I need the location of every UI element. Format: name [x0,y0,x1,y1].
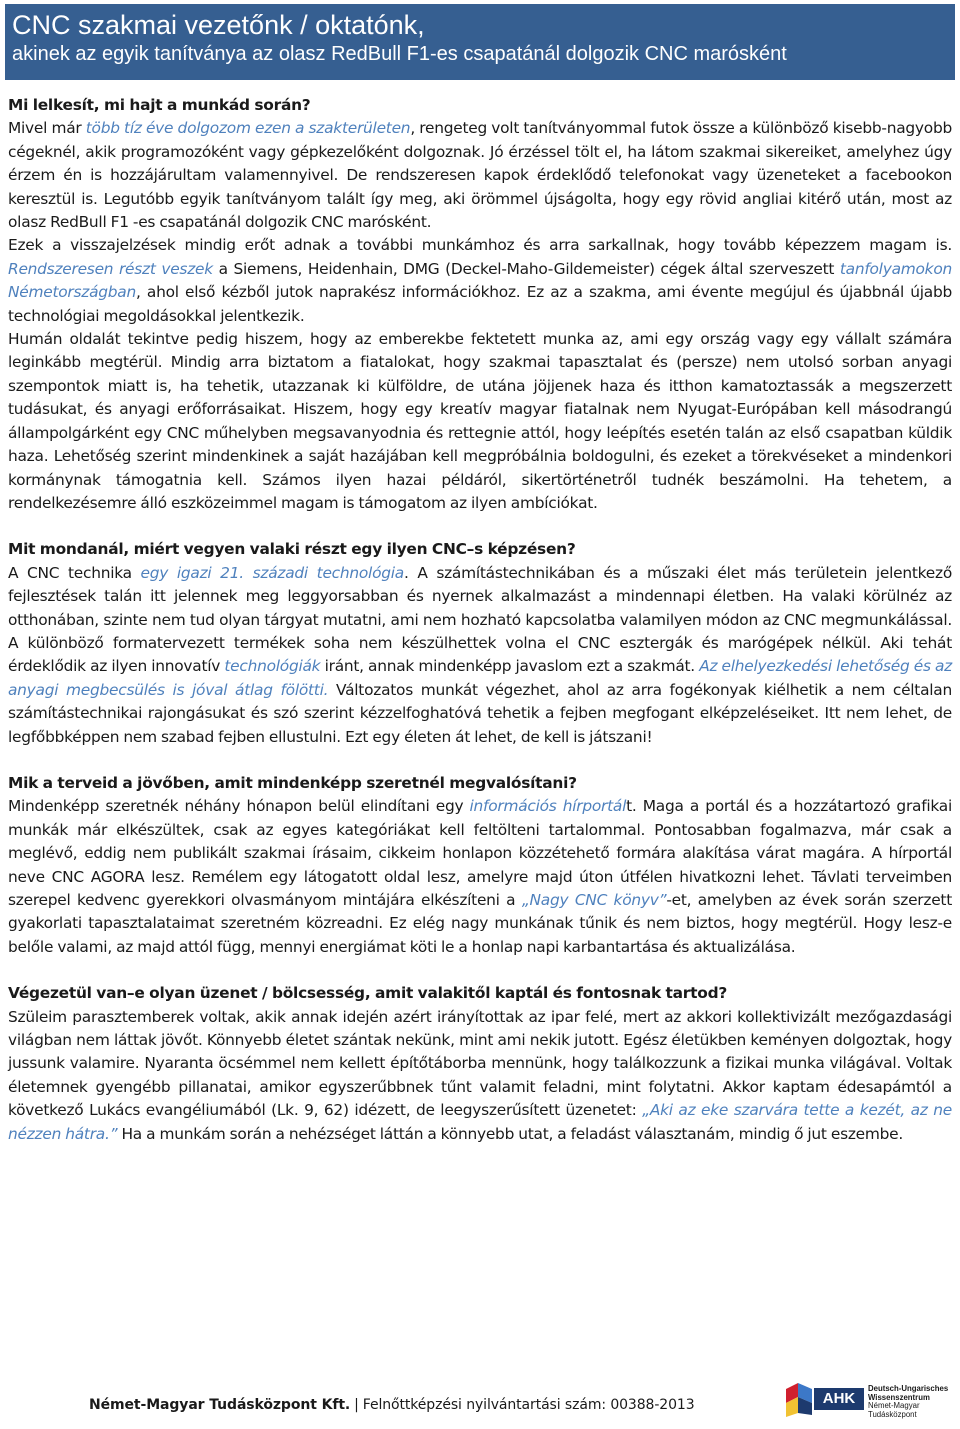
ahk-logo-mark-icon [784,1383,816,1417]
article-body [8,94,952,1146]
section-spacer [8,959,952,982]
highlighted-text: több tíz éve dolgozom ezen a szakterületen [85,119,411,138]
page-title: CNC szakmai vezetőnk / oktatónk, [12,10,425,40]
text-run: , ahol első kézből jutok naprakész információkhoz. Ez az a szakma, ami évente megújul és újabbnál újabb technológiai megoldásokkal jelentkezik. [8,283,952,325]
highlighted-text: egy igazi 21. századi technológia [140,563,404,582]
ahk-logo-line: Deutsch-Ungarisches [868,1384,949,1393]
text-run: A CNC technika [8,563,141,582]
text-run: Humán oldalát tekintve pedig hiszem, hogy az emberekbe fektetett munka az, ami egy ország vagy egy vállalt számára leginkább megtérül. Mindig arra biztatom a fiatalokat, hogy szakmai tapasztalat és (persze) nem utolsó sorban anyagi szempontok miatt is, ha tehetik, utazzanak ki külföldre, de utána jöjjenek haza és itthon kamatoztassák a megszerzett tudásukat, és anyagi erőforrásaikat. Hiszem, hogy egy kreatív magyar fiatalnak nem Nyugat-Európában kell másodrangú állampolgárként egy CNC műhelyben megsavanyodnia és rettegnie attól, hogy leépítés esetén talán az első csapatban küldik haza. Lehetőség szerint mindenkinek a saját hazájában kell megpróbálnia boldogulni, és ezeket a törekvéseket a mindenkori kormánynak támogatnia kell. Számos ilyen hazai példáról, sikertörténetről tudnék beszámolni. Ha tehetem, a rendelkezésemre álló eszközeimmel magam is támogatom az ilyen ambíciókat. [8,330,952,512]
text-run: t. Maga a portál és a hozzátartozó grafikai munkák már elkészültek, csak az egyes kategóriákat kell feltölteni tartalommal. Pontosabban fogalmazva, már csak a meglévő, eddig nem publikált szakmai írásaim, cikkeim honlapon közzétehető formára alakítása várat magára. A hírportál neve CNC AGORA lesz. Remélem egy látogatott oldal lesz, amelyre majd úton útfélen hivatkozni lehet. Távlati terveimben szerepel kedvenc gyerekkori olvasmányom mintájára elkészíteni a [8,797,953,909]
footer-registration: Felnőttképzési nyilvántartási szám: 00388-2013 [362,1397,695,1413]
section-spacer [8,749,952,772]
highlighted-text: információs hírportál [469,797,627,816]
text-run: Szüleim parasztemberek voltak, akik annak idején azért irányítottak az ipar felé, mert az akkori kollektivizált mezőgazdasági világban nem láttak jövőt. Könnyebb életet szántak nekünk, mint ami nekik jutott. Egész életükben keményen dolgoztak, hogy jussunk valamire. Nyaranta öcsémmel nem kellett építőtáborba mennünk, hogy találkozzunk a fizikai munka világával. Voltak életemnek gyengébb pillanatai, amikor egyszerűbbnek tűnt valamit feladni, mint folytatni. Akkor kaptam édesapámtól a következő Lukács evangéliumából (Lk. 9, 62) idézett, de leegyszerűsített üzenetet: [8,1007,952,1120]
interview-section [8,772,952,959]
ahk-logo-line: Tudásközpont [868,1409,917,1419]
text-run: Változatos munkát végezhet, ahol az arra fogékonyak kiélhetik a nem céltalan számítástechnikai rajongásukat és szó szerint kézzelfoghatóvá tehetik a fejben megfogant elképzeléseiket. Itt nem lehet, de legfőbbképpen nem szabad fejben ellustulni. Ezt egy életen át lehet, de kell is játszani! [8,680,952,746]
ahk-logo-line: Német-Magyar [868,1401,920,1411]
text-run: iránt, annak mindenképp javaslom ezt a szakmát. [320,657,700,676]
footer [89,1397,695,1413]
footer-separator: | [354,1397,359,1413]
answer-paragraph [8,1006,952,1146]
answer-paragraph [8,234,952,328]
section-question: Mit mondanál, miért vegyen valaki részt egy ilyen CNC–s képzésen? [8,540,576,559]
section-spacer [8,515,952,538]
text-run: a Siemens, Heidenhain, DMG (Deckel-Maho-Gildemeister) cégek által szerveszett [212,259,840,278]
page-subtitle: akinek az egyik tanítványa az olasz RedBull F1-es csapatánál dolgozik CNC marósként [12,43,787,65]
highlighted-text: technológiák [224,657,321,676]
ahk-logo-line: Wissenszentrum [868,1392,930,1402]
answer-paragraph [8,562,952,749]
ahk-logo-text [868,1385,948,1419]
page-header [5,4,955,80]
text-run: Ha a munkám során a nehézséget láttán a könnyebb utat, a feladást választanám, mindig ő jut eszembe. [117,1124,904,1143]
text-run: Mindenképp szeretnék néhány hónapon belül elindítani egy [8,797,470,816]
highlighted-text: Az elhelyezkedési lehetőség és az anyagi megbecsülés is jóval átlag fölötti. [8,657,953,699]
text-run: , rengeteg volt tanítványommal futok össze a különböző kisebb-nagyobb cégeknél, akik programozóként vagy gépkezelőként dolgoznak. Jó érzéssel tölt el, ha látom szakmai sikereiket, amelyhez úgy érzem én is hozzájárultam valamennyivel. De rendszeresen kapok érdeklődő telefonokat vagy üzeneteket a facebookon keresztül is. Legutóbb egyik tanítványom talált így meg, aki örömmel újságolta, hogy egy rövid angliai kitérő után, most az olasz RedBull F1 -es csapatánál dolgozik CNC marósként. [8,119,952,232]
text-run: -et, amelyben az évek során szerzett gyakorlati tapasztalataimat szeretném közreadni. Ez elég nagy munkának tűnik és nem biztos, hogy megtérül. Hogy lesz-e belőle valami, az majd attól függ, mennyi energiámat köti le a honlap napi karbantartása és aktualizálása. [8,891,952,956]
highlighted-text: tanfolyamokon Németországban [8,259,952,302]
ahk-logo-icon [784,1383,960,1429]
text-run: Mivel már [8,119,86,138]
section-question: Mik a terveid a jövőben, amit mindenképp szeretnél megvalósítani? [8,773,577,792]
interview-section [8,94,952,515]
interview-section [8,982,952,1146]
footer-company: Német-Magyar Tudásközpont Kft. [89,1397,351,1413]
section-question: Végezetül van–e olyan üzenet / bölcsesség, amit valakitől kaptál és fontosnak tartod? [8,984,728,1003]
interview-section [8,538,952,749]
answer-paragraph [8,328,952,515]
answer-paragraph [8,795,952,959]
text-run: . A számítástechnikában és a műszaki élet más területein jelentkező fejlesztések talán itt jelennek meg leggyorsabban és nyernek alkalmazást a mindennapi életben. Ha valaki körülnéz az otthonában, szinte nem tud olyan tárgyat mutatni, ami nem hozható kapcsolatba valamilyen módon az CNC megmunkálással. A különböző formatervezett termékek soha nem készülhettek volna el CNC esztergák és marógépek nélkül. Aki tehát érdeklődik az ilyen innovatív [8,563,952,676]
section-question: Mi lelkesít, mi hajt a munkád során? [8,96,311,114]
highlighted-text: „Nagy CNC könyv” [521,891,667,909]
highlighted-text: „Aki az eke szarvára tette a kezét, az ne nézzen hátra.” [8,1101,953,1143]
highlighted-text: Rendszeresen részt veszek [8,259,213,278]
ahk-logo-box: AHK [814,1388,864,1410]
text-run: Ezek a visszajelzések mindig erőt adnak a további munkámhoz és arra sarkallnak, hogy tovább képezzem magam is. [8,236,952,255]
answer-paragraph [8,117,952,234]
